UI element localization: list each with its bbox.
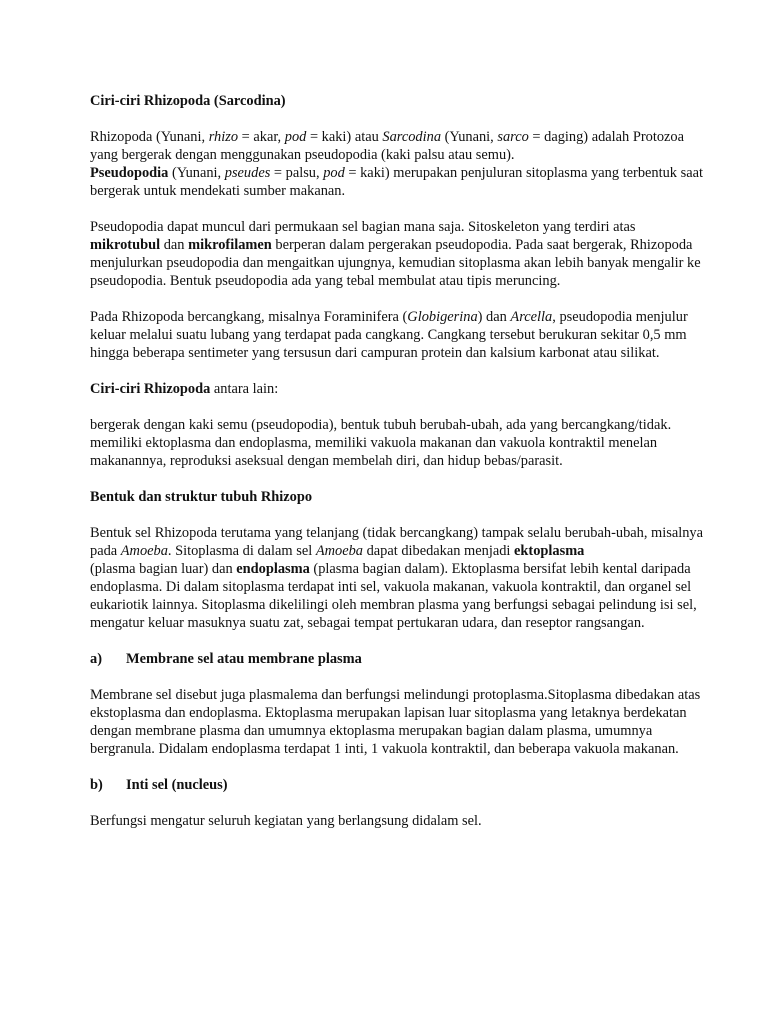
paragraph-membrane: Membrane sel disebut juga plasmalema dan berfungsi melindungi protoplasma.Sitoplasma dibedakan atas ekstoplasma dan endoplasma. Ektoplasma merupakan lapisan luar sitoplasma yang letaknya berdekatan dengan membrane plasma dan umumnya ektoplasma merupakan bagian dalam plasma, umumnya bergranula. Didalam endoplasma terdapat 1 inti, 1 vakuola kontraktil, dan beberapa vakuola makanan. — [90, 687, 701, 757]
paragraph-pseudopodia: Pseudopodia dapat muncul dari permukaan sel bagian mana saja. Sitoskeleton yang terdiri atas mikrotubul dan mikrofilamen berperan dalam pergerakan pseudopodia. Pada saat bergerak, Rhizopoda menjulurkan pseudopodia dan mengaitkan ujungnya, kemudian sitoplasma akan lebih banyak mengalir ke pseudopodia. Bentuk pseudopodia ada yang tebal membulat atau tipis meruncing. — [90, 219, 701, 289]
list-heading-a — [90, 650, 708, 668]
paragraph-shelled-rhizopoda: Pada Rhizopoda bercangkang, misalnya Foraminifera (Globigerina) dan Arcella, pseudopodia menjulur keluar melalui suatu lubang yang terdapat pada cangkang. Cangkang tersebut berukuran sekitar 0,5 mm hingga beberapa sentimeter yang tersusun dari campuran protein dan kalsium karbonat atau silikat. — [90, 309, 688, 361]
list-marker: a) — [90, 651, 102, 667]
document-title: Ciri-ciri Rhizopoda (Sarcodina) — [90, 93, 286, 109]
paragraph-characteristics-intro: Ciri-ciri Rhizopoda antara lain: — [90, 381, 279, 397]
paragraph-structure: Bentuk sel Rhizopoda terutama yang telanjang (tidak bercangkang) tampak selalu berubah-ubah, misalnya pada Amoeba. Sitoplasma di dalam sel Amoeba dapat dibedakan menjadi ektoplasma (plasma bagian luar) dan endoplasma (plasma bagian dalam). Ektoplasma bersifat lebih kental daripada endoplasma. Di dalam sitoplasma terdapat inti sel, vakuola makanan, vakuola kontraktil, dan organel sel eukariotik lainnya. Sitoplasma dikelilingi oleh membran plasma yang berfungsi sebagai pelindung isi sel, mengatur keluar masuknya suatu zat, sebagai tempat pertukaran udara, dan reseptor rangsangan. — [90, 525, 703, 631]
paragraph-characteristics: bergerak dengan kaki semu (pseudopodia), bentuk tubuh berubah-ubah, ada yang bercangkang/tidak. memiliki ektoplasma dan endoplasma, memiliki vakuola makanan dan vakuola kontraktil menelan makanannya, reproduksi aseksual dengan membelah diri, dan hidup bebas/parasit. — [90, 417, 672, 469]
list-heading-b — [90, 776, 708, 794]
list-heading-label: Membrane sel atau membrane plasma — [126, 651, 362, 667]
section-heading-structure: Bentuk dan struktur tubuh Rhizopo — [90, 489, 313, 505]
list-heading-label: Inti sel (nucleus) — [126, 777, 228, 793]
paragraph-nucleus: Berfungsi mengatur seluruh kegiatan yang berlangsung didalam sel. — [90, 813, 482, 829]
list-marker: b) — [90, 777, 103, 793]
paragraph-definition: Rhizopoda (Yunani, rhizo = akar, pod = kaki) atau Sarcodina (Yunani, sarco = daging) adalah Protozoa yang bergerak dengan menggunakan pseudopodia (kaki palsu atau semu). Pseudopodia (Yunani, pseudes = palsu, pod = kaki) merupakan penjuluran sitoplasma yang terbentuk saat bergerak untuk mendekati sumber makanan. — [90, 129, 703, 199]
